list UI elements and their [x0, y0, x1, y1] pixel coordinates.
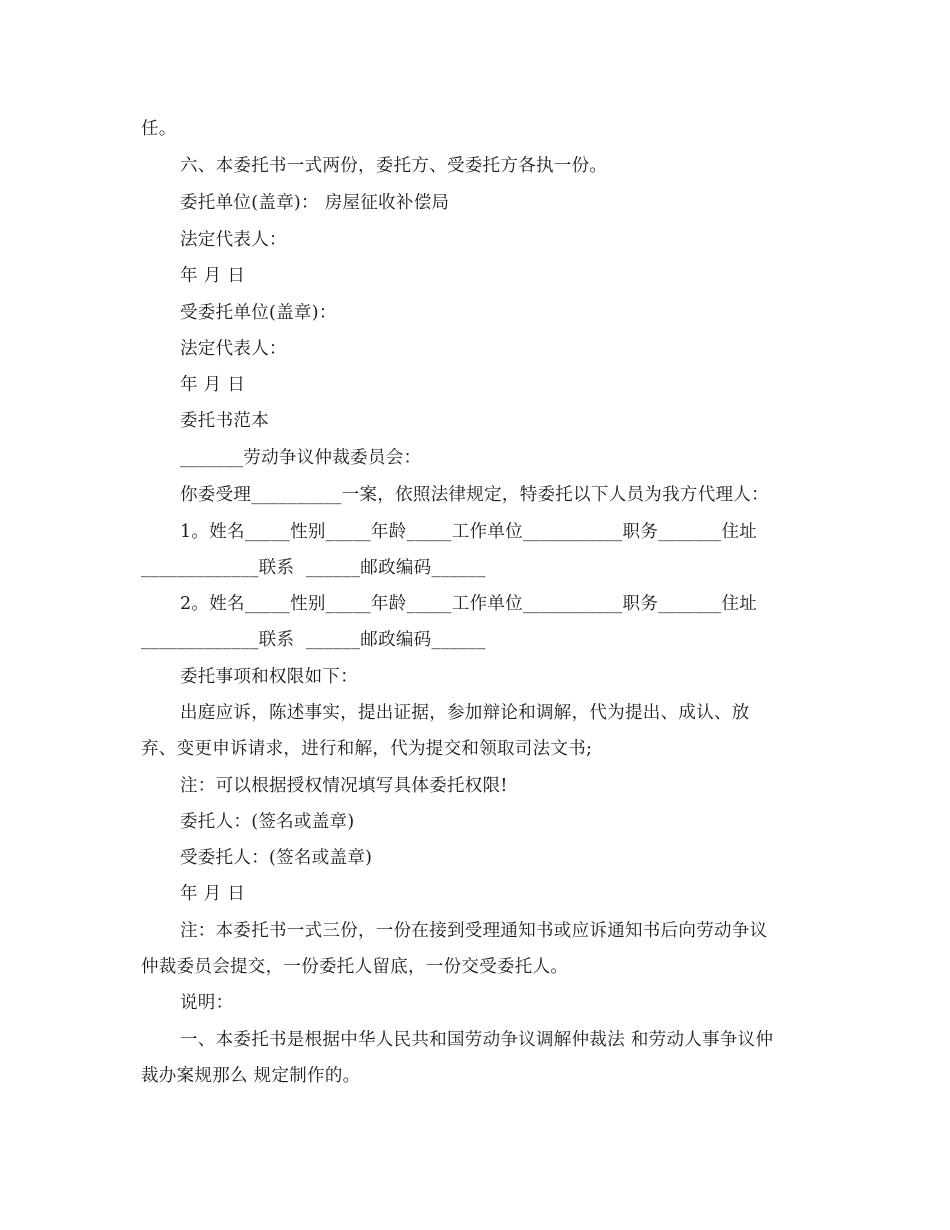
text-line: 年 月 日 [180, 884, 246, 904]
text-line: 注：可以根据授权情况填写具体委托权限! [180, 776, 508, 796]
text-line: 年 月 日 [180, 266, 246, 286]
text-line: 出庭应诉，陈述事实，提出证据，参加辩论和调解，代为提出、成认、放 [180, 703, 750, 723]
text-line: 注：本委托书一式三份，一份在接到受理通知书或应诉通知书后向劳动争议 [180, 921, 768, 941]
text-line: _____________联系 ______邮政编码______ [141, 558, 486, 578]
text-line: 仲裁委员会提交，一份委托人留底，一份交受委托人。 [141, 957, 569, 977]
text-line: _______劳动争议仲裁委员会： [180, 448, 422, 468]
text-line: 受委托人：(签名或盖章) [180, 848, 373, 868]
text-line: 弃、变更申诉请求，进行和解，代为提交和领取司法文书; [141, 739, 593, 759]
text-line: 委托事项和权限如下： [180, 667, 358, 687]
text-line: 说明： [180, 993, 234, 1013]
text-line: 1。姓名_____性别_____年龄_____工作单位___________职务_______住址 [180, 522, 758, 542]
section-title: 委托书范本 [180, 411, 269, 431]
text-line: 委托人：(签名或盖章) [180, 812, 355, 832]
text-line: 法定代表人： [180, 339, 287, 359]
text-line: 裁办案规那么 规定制作的。 [141, 1066, 361, 1086]
text-line: 受委托单位(盖章)： [180, 303, 337, 323]
text-line: _____________联系 ______邮政编码______ [141, 630, 486, 650]
text-line: 委托单位(盖章)： 房屋征收补偿局 [180, 193, 450, 213]
text-line: 年 月 日 [180, 375, 246, 395]
text-line: 任。 [141, 119, 177, 139]
text-line: 你委受理__________一案，依照法律规定，特委托以下人员为我方代理人： [180, 485, 769, 505]
text-line: 六、本委托书一式两份，委托方、受委托方各执一份。 [180, 156, 608, 176]
text-line: 一、本委托书是根据中华人民共和国劳动争议调解仲裁法 和劳动人事争议仲 [180, 1030, 774, 1050]
text-line: 2。姓名_____性别_____年龄_____工作单位___________职务_______住址 [180, 594, 758, 614]
text-line: 法定代表人： [180, 230, 287, 250]
